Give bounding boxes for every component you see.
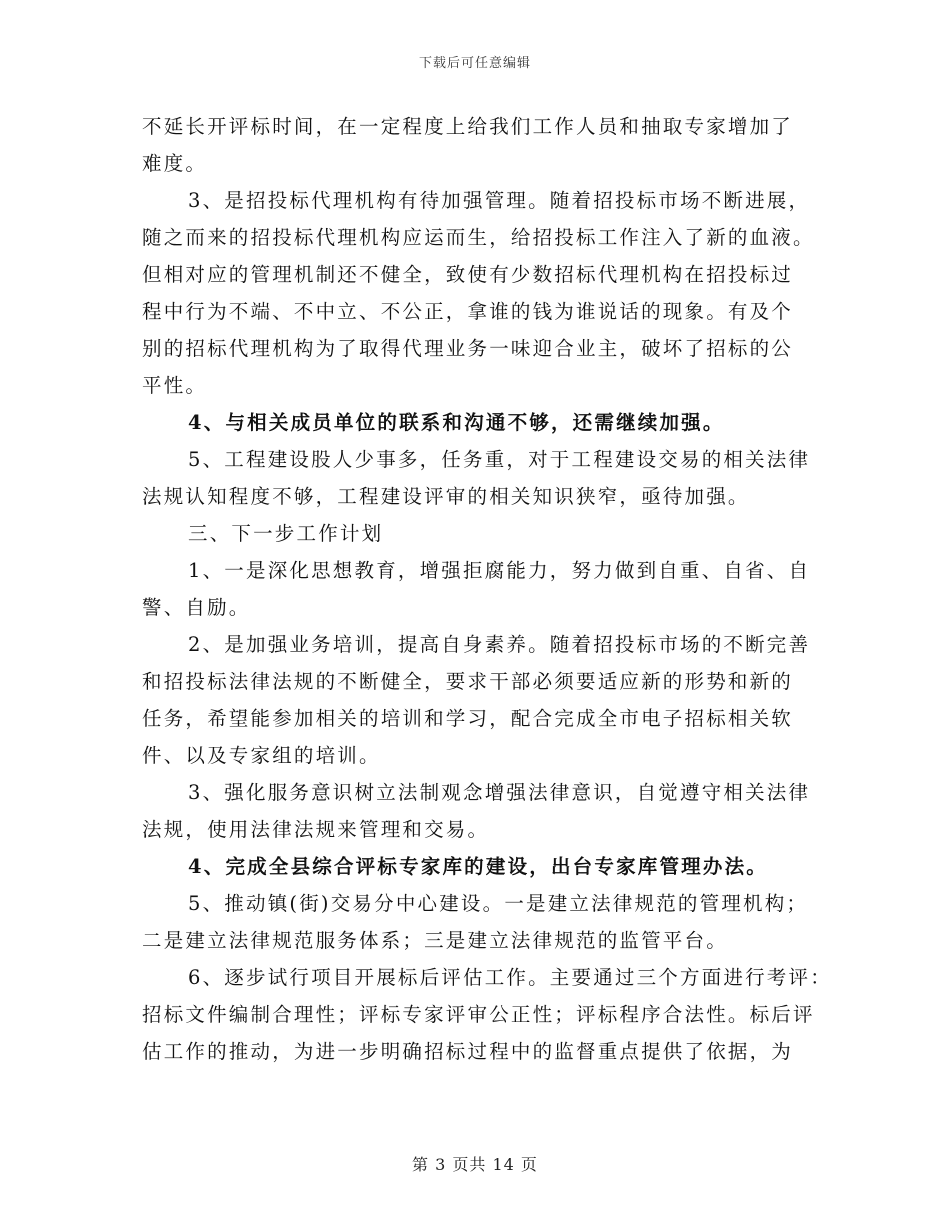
text-line: 1、一是深化思想教育，增强拒腐能力，努力做到自重、自省、自 [188, 559, 811, 582]
text-line: 警、自励。 [142, 596, 251, 619]
text-line: 二是建立法律规范服务体系；三是建立法律规范的监管平台。 [142, 929, 728, 952]
text-line: 4、完成全县综合评标专家库的建设，出台专家库管理办法。 [188, 855, 768, 878]
text-line: 6、逐步试行项目开展标后评估工作。主要通过三个方面进行考评： [188, 966, 832, 989]
page-footer: 第 3 页共 14 页 [412, 1155, 538, 1174]
text-line: 不延长开评标时间，在一定程度上给我们工作人员和抽取专家增加了 [142, 115, 794, 138]
text-line: 和招投标法律法规的不断健全，要求干部必须要适应新的形势和新的 [142, 670, 794, 693]
text-line: 随之而来的招投标代理机构应运而生，给招投标工作注入了新的血液。 [142, 226, 815, 249]
text-line: 招标文件编制合理性；评标专家评审公正性；评标程序合法性。标后评 [142, 1003, 815, 1026]
text-line: 法规，使用法律法规来管理和交易。 [142, 818, 490, 841]
page-header: 下载后可任意编辑 [418, 56, 531, 71]
text-line: 5、工程建设股人少事多，任务重，对于工程建设交易的相关法律 [188, 448, 811, 471]
text-line: 别的招标代理机构为了取得代理业务一味迎合业主，破坏了招标的公 [142, 337, 794, 360]
text-line: 5、推动镇(街)交易分中心建设。一是建立法律规范的管理机构； [188, 892, 809, 915]
text-line: 但相对应的管理机制还不健全，致使有少数招标代理机构在招投标过 [142, 263, 794, 286]
text-line: 三、下一步工作计划 [188, 522, 384, 545]
text-line: 3、强化服务意识树立法制观念增强法律意识，自觉遵守相关法律 [188, 781, 811, 804]
text-line: 估工作的推动，为进一步明确招标过程中的监督重点提供了依据，为 [142, 1040, 794, 1063]
text-line: 件、以及专家组的培训。 [142, 744, 381, 767]
text-line: 4、与相关成员单位的联系和沟通不够，还需继续加强。 [188, 411, 725, 434]
text-line: 任务，希望能参加相关的培训和学习，配合完成全市电子招标相关软 [142, 707, 794, 730]
text-line: 3、是招投标代理机构有待加强管理。随着招投标市场不断进展， [188, 189, 811, 212]
text-line: 2、是加强业务培训，提高自身素养。随着招投标市场的不断完善 [188, 633, 811, 656]
document-body [142, 108, 832, 1070]
text-line: 难度。 [142, 152, 208, 175]
text-line: 平性。 [142, 374, 208, 397]
text-line: 法规认知程度不够，工程建设评审的相关知识狭窄，亟待加强。 [142, 485, 750, 508]
text-line: 程中行为不端、不中立、不公正，拿谁的钱为谁说话的现象。有及个 [142, 300, 794, 323]
